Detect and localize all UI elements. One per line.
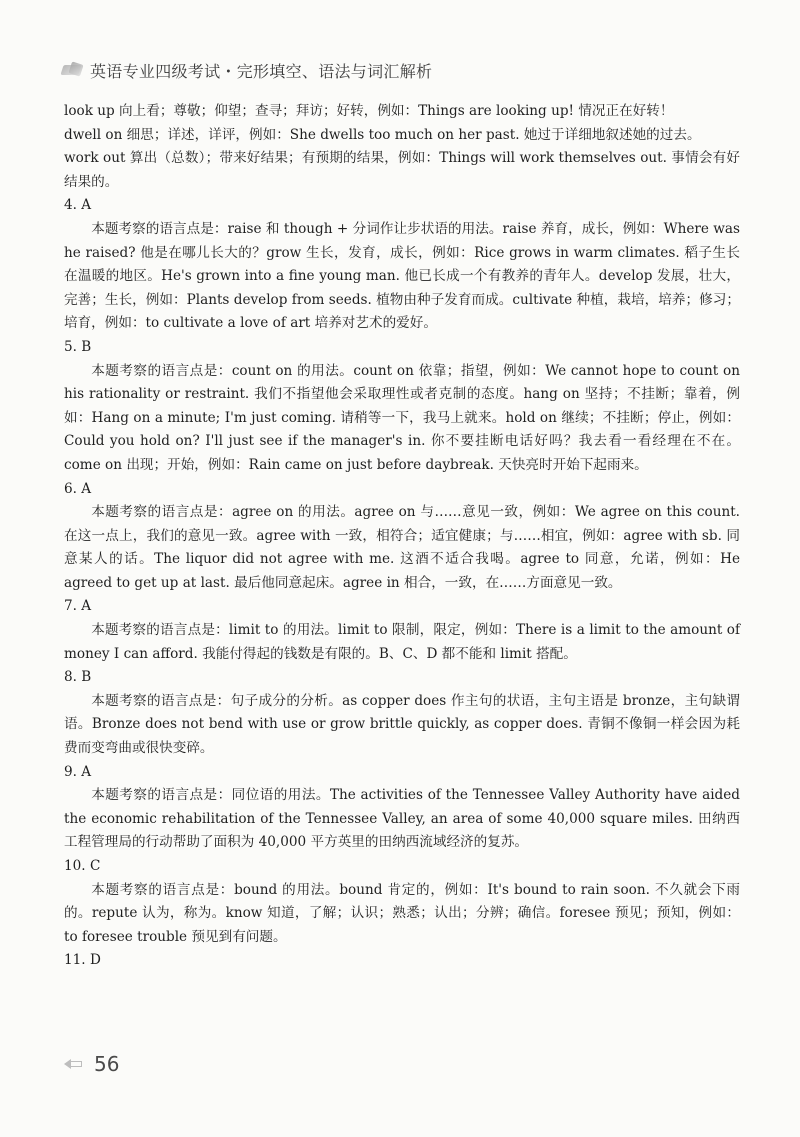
answer-explanation: 本题考察的语言点是：同位语的用法。The activities of the Tennessee Valley Authority have aided the economic rehabilitation of the Tennessee Valley, an area of some 40,000 square miles. 田纳西工程管理局的行动帮助了面积为 40,000 平方英里的田纳西流域经济的复苏。 xyxy=(64,787,740,851)
answer-explanation: 本题考察的语言点是：句子成分的分析。as copper does 作主句的状语，主句主语是 bronze，主句缺谓语。Bronze does not bend with use or grow brittle quickly, as copper does. 青铜不像铜一样会因为耗费而变弯曲或很快变碎。 xyxy=(64,692,740,757)
page-header xyxy=(62,56,432,84)
answer-label: 8. B xyxy=(64,669,92,686)
answer-label: 9. A xyxy=(64,763,92,780)
page-number: 56 xyxy=(94,1052,120,1076)
page-header-title: 英语专业四级考试・完形填空、语法与词汇解析 xyxy=(90,61,433,81)
vocabulary-line: dwell on 细思；详述，详评，例如：She dwells too much on her past. 她过于详细地叙述她的过去。 xyxy=(64,126,701,143)
arrow-left-icon xyxy=(64,1058,82,1070)
answer-label: 7. A xyxy=(64,598,92,615)
answer-label: 11. D xyxy=(64,952,101,969)
answer-label: 6. A xyxy=(64,480,92,497)
answer-explanation: 本题考察的语言点是：bound 的用法。bound 肯定的，例如：It's bound to rain soon. 不久就会下雨的。repute 认为，称为。know 知道，了解；认识；熟悉；认出；分辨；确信。foresee 预见；预知，例如：to foresee trouble 预见到有问题。 xyxy=(64,881,740,945)
answer-label: 4. A xyxy=(64,197,92,214)
answer-explanation: 本题考察的语言点是：limit to 的用法。limit to 限制，限定，例如：There is a limit to the amount of money I can afford. 我能付得起的钱数是有限的。B、C、D 都不能和 limit 搭配。 xyxy=(64,622,740,662)
page-footer xyxy=(64,1052,119,1076)
answer-label: 5. B xyxy=(64,338,92,355)
answer-explanation: 本题考察的语言点是：raise 和 though + 分词作让步状语的用法。raise 养育，成长，例如：Where was he raised? 他是在哪儿长大的？grow 生长，发育，成长，例如：Rice grows in warm climates. 稻子生长在温暖的地区。He's grown into a fine young man. 他已长成一个有教养的青年人。develop 发展，壮大，完善；生长，例如：Plants develop from seeds. 植物由种子发育而成。cultivate 种植，栽培，培养；修习；培育，例如：to cultivate a love of art 培养对艺术的爱好。 xyxy=(64,220,740,332)
vocabulary-line: work out 算出（总数）；带来好结果；有预期的结果，例如：Things will work themselves out. 事情会有好结果的。 xyxy=(64,150,740,190)
vocabulary-line: look up 向上看；尊敬；仰望；查寻；拜访；好转，例如：Things are looking up! 情况正在好转！ xyxy=(64,103,674,119)
book-logo-icon xyxy=(62,63,84,77)
answer-explanation: 本题考察的语言点是：agree on 的用法。agree on 与……意见一致，例如：We agree on this count. 在这一点上，我们的意见一致。agree with 一致，相符合；适宜健康；与……相宜，例如：agree with sb. 同意某人的话。The liquor did not agree with me. 这酒不适合我喝。agree to 同意，允诺，例如：He agreed to get up at last. 最后他同意起床。agree in 相合，一致，在……方面意见一致。 xyxy=(64,504,740,591)
page-content xyxy=(64,100,740,973)
answer-explanation: 本题考察的语言点是：count on 的用法。count on 依靠；指望，例如：We cannot hope to count on his rationality or restraint. 我们不指望他会采取理性或者克制的态度。hang on 坚持；不挂断；靠着，例如：Hang on a minute; I'm just coming. 请稍等一下，我马上就来。hold on 继续；不挂断；停止，例如：Could you hold on? I'll just see if the manager's in. 你不要挂断电话好吗？我去看一看经理在不在。come on 出现；开始，例如：Rain came on just before daybreak. 天快亮时开始下起雨来。 xyxy=(64,362,740,473)
answer-label: 10. C xyxy=(64,858,101,874)
